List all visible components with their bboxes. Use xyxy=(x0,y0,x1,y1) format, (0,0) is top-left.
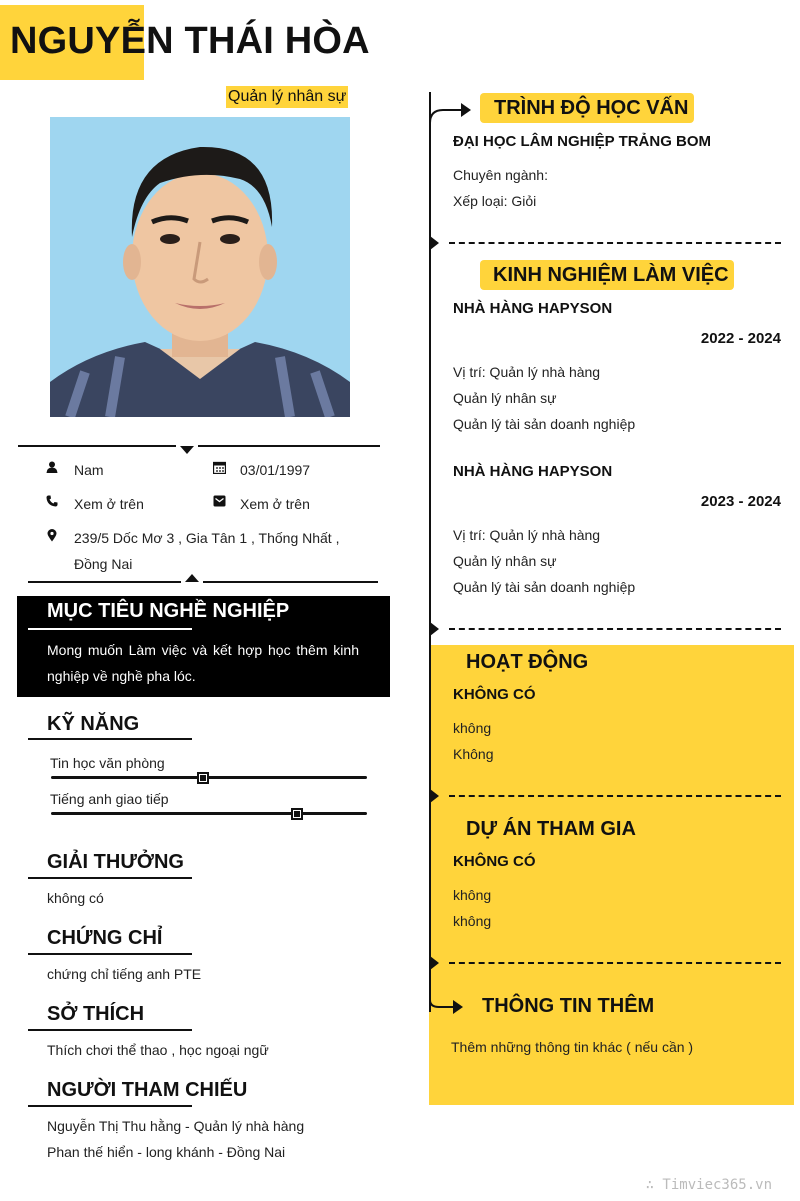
project-detail: không xyxy=(453,913,492,929)
section-underline xyxy=(28,953,192,955)
timeline-marker xyxy=(430,956,439,970)
skill-label: Tin học văn phòng xyxy=(50,755,165,771)
education-major: Chuyên ngành: xyxy=(453,167,548,183)
section-divider xyxy=(449,795,781,797)
job-detail: Quản lý tài sản doanh nghiệp xyxy=(453,579,636,595)
candidate-name: NGUYỄN THÁI HÒA xyxy=(10,20,370,62)
divider-marker-up xyxy=(185,574,199,582)
certificates-title: CHỨNG CHỈ xyxy=(47,927,163,949)
education-grade: Xếp loại: Giỏi xyxy=(453,193,537,209)
section-divider xyxy=(449,242,781,244)
job-detail: Quản lý tài sản doanh nghiệp xyxy=(453,416,636,432)
profile-photo xyxy=(50,117,350,417)
extra-info-title: THÔNG TIN THÊM xyxy=(482,995,655,1017)
activity-detail: không xyxy=(453,720,492,736)
job-period: 2023 - 2024 xyxy=(700,493,781,510)
skill-label: Tiếng anh giao tiếp xyxy=(50,791,169,807)
calendar-icon xyxy=(212,461,226,475)
section-title: MỤC TIÊU NGHỀ NGHIỆP xyxy=(47,600,290,622)
extra-info-text: Thêm những thông tin khác ( nếu cần ) xyxy=(451,1039,694,1055)
activities-title: HOẠT ĐỘNG xyxy=(466,651,589,673)
section-underline xyxy=(28,1029,192,1031)
location-icon xyxy=(45,529,59,543)
section-divider xyxy=(449,628,781,630)
section-underline xyxy=(28,877,192,879)
timeline-arrow-icon xyxy=(429,98,473,124)
user-icon xyxy=(45,461,59,475)
divider-top-right xyxy=(198,445,380,447)
timeline-marker xyxy=(430,622,439,636)
gender-value: Nam xyxy=(74,462,104,478)
job-detail: Vị trí: Quản lý nhà hàng xyxy=(453,527,601,543)
skill-level-knob xyxy=(197,772,209,784)
divider-bottom-right xyxy=(203,581,378,583)
timeline-end-arrow-icon xyxy=(429,990,465,1020)
job-period: 2022 - 2024 xyxy=(700,330,781,347)
awards-title: GIẢI THƯỞNG xyxy=(47,851,184,873)
activities-panel-bg xyxy=(429,645,794,1105)
skill-bar xyxy=(51,812,367,815)
email-icon xyxy=(212,495,226,509)
references-title: NGƯỜI THAM CHIẾU xyxy=(47,1079,248,1101)
reference-line: Nguyễn Thị Thu hằng - Quản lý nhà hàng xyxy=(47,1118,305,1134)
skills-title: KỸ NĂNG xyxy=(47,713,140,735)
hobbies-title: SỞ THÍCH xyxy=(47,1003,145,1025)
phone-icon xyxy=(45,495,59,509)
project-org: KHÔNG CÓ xyxy=(453,853,536,870)
certificates-text: chứng chỉ tiếng anh PTE xyxy=(47,966,202,982)
company-name: NHÀ HÀNG HAPYSON xyxy=(453,463,613,480)
reference-line: Phan thế hiển - long khánh - Đồng Nai xyxy=(47,1144,286,1160)
divider-top-left xyxy=(18,445,176,447)
job-detail: Quản lý nhân sự xyxy=(453,553,557,569)
address-line1: 239/5 Dốc Mơ 3 , Gia Tân 1 , Thống Nhất , xyxy=(74,530,340,546)
address-line2: Đồng Nai xyxy=(74,556,133,572)
awards-text: không có xyxy=(47,890,104,906)
section-divider xyxy=(449,962,781,964)
hobbies-text: Thích chơi thể thao , học ngoại ngữ xyxy=(47,1042,269,1058)
timeline-line xyxy=(429,92,431,1012)
job-detail: Vị trí: Quản lý nhà hàng xyxy=(453,364,601,380)
phone-value: Xem ở trên xyxy=(74,496,144,512)
email-value: Xem ở trên xyxy=(240,496,310,512)
timeline-marker xyxy=(430,789,439,803)
section-underline xyxy=(28,1105,192,1107)
career-goal-text: Mong muốn Làm việc và kết hợp học thêm kinh nghiệp về nghề pha lóc. xyxy=(47,642,359,684)
school-name: ĐẠI HỌC LÂM NGHIỆP TRẢNG BOM xyxy=(453,133,712,150)
birthday-value: 03/01/1997 xyxy=(240,462,311,478)
section-underline xyxy=(28,628,192,630)
section-underline xyxy=(28,738,192,740)
job-title: Quản lý nhân sự xyxy=(226,86,348,108)
skill-bar xyxy=(51,776,367,779)
activity-org: KHÔNG CÓ xyxy=(453,686,536,703)
skill-level-knob xyxy=(291,808,303,820)
company-name: NHÀ HÀNG HAPYSON xyxy=(453,300,613,317)
career-goal-section xyxy=(17,596,390,697)
watermark: ∴ Timviec365.vn xyxy=(645,1177,772,1193)
education-title: TRÌNH ĐỘ HỌC VẤN xyxy=(494,97,689,119)
projects-title: DỰ ÁN THAM GIA xyxy=(466,818,636,840)
divider-marker-down xyxy=(180,446,194,454)
job-detail: Quản lý nhân sự xyxy=(453,390,557,406)
timeline-marker xyxy=(430,236,439,250)
activity-detail: Không xyxy=(453,746,494,762)
experience-title: KINH NGHIỆM LÀM VIỆC xyxy=(493,264,729,286)
divider-bottom-left xyxy=(28,581,181,583)
project-detail: không xyxy=(453,887,492,903)
